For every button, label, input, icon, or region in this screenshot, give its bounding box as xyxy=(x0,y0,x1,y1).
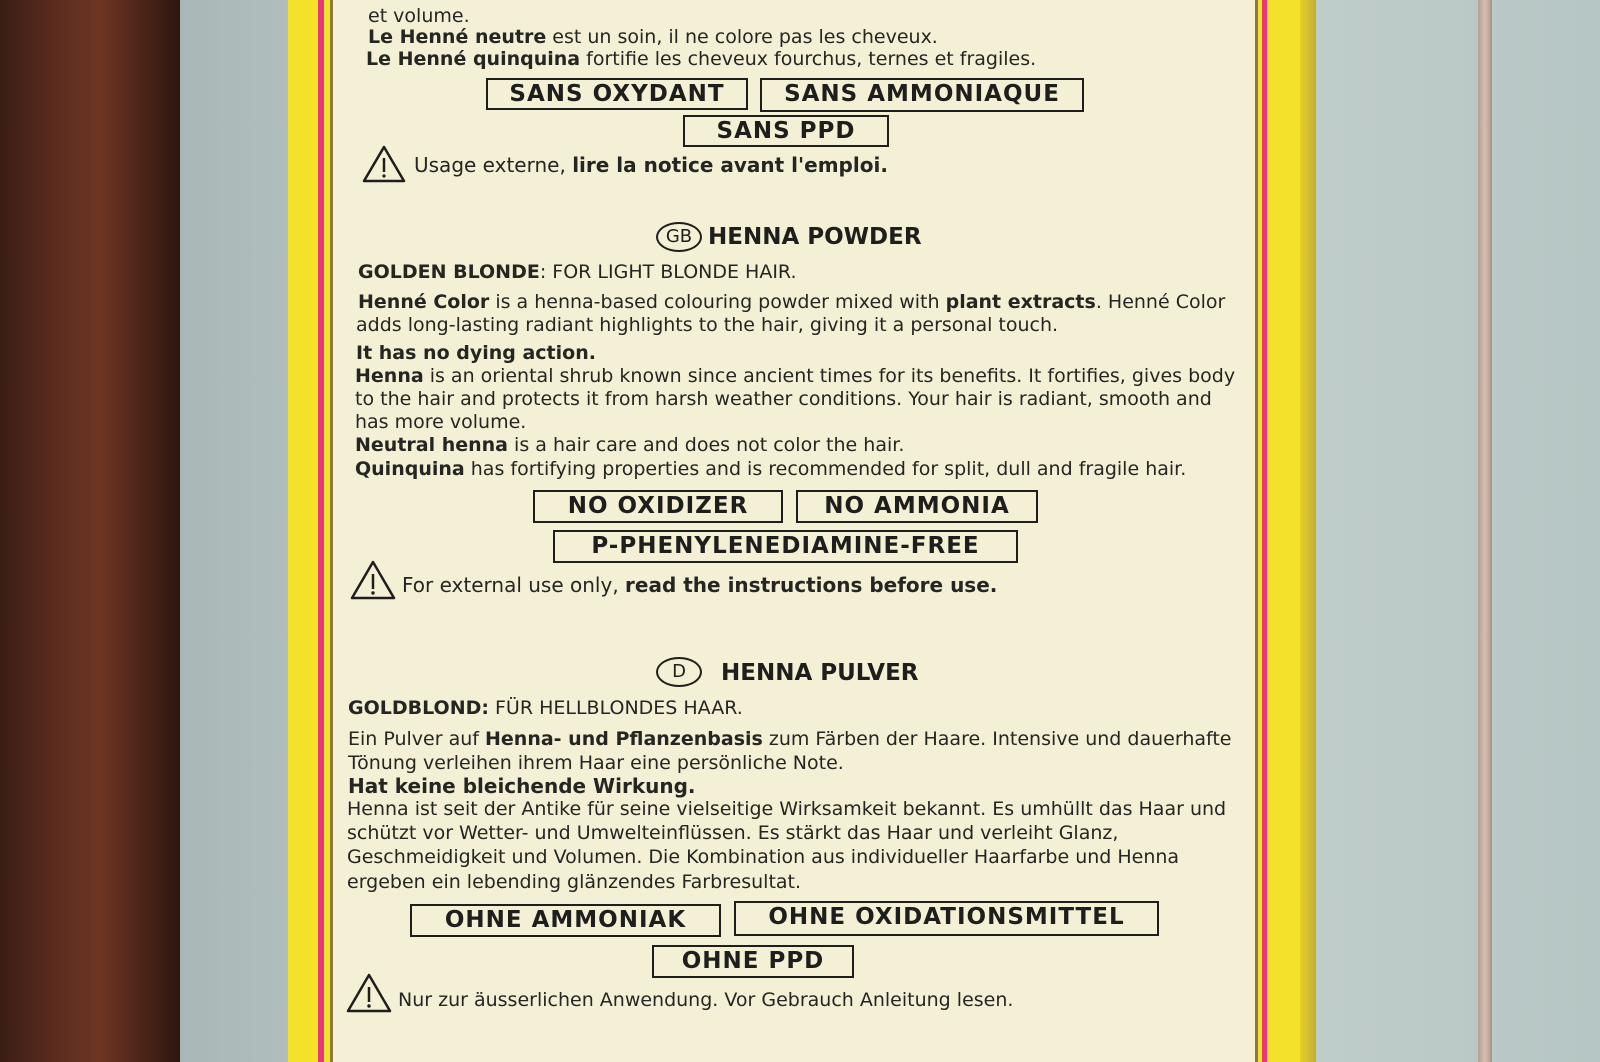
country-badge-d: D xyxy=(656,657,702,687)
badge-ohne-ammoniak: OHNE AMMONIAK xyxy=(410,904,721,937)
gb-henna-line2: to the hair and protects it from harsh weather conditions. Your hair is radiant, smooth and xyxy=(355,388,1212,410)
de-p2-line3: Geschmeidigkeit und Volumen. Die Kombination aus individueller Haarfarbe und Henna xyxy=(347,846,1180,868)
badge-sans-oxydant: SANS OXYDANT xyxy=(486,78,748,110)
de-p1-line2: Tönung verleihen ihrem Haar eine persönliche Note. xyxy=(348,752,844,774)
pink-stripe-right xyxy=(1262,0,1267,1062)
de-p2-line2: schützt vor Wetter- und Umwelteinflüssen. Es stärkt das Haar und verleiht Glanz, xyxy=(347,822,1119,844)
de-p1-line1: Ein Pulver auf Henna- und Pflanzenbasis zum Färben der Haare. Intensive und dauerhafte xyxy=(348,728,1232,750)
gb-neutral-line: Neutral henna is a hair care and does not color the hair. xyxy=(355,434,905,456)
badge-ohne-oxidationsmittel: OHNE OXIDATIONSMITTEL xyxy=(734,901,1159,936)
badge-ohne-ppd: OHNE PPD xyxy=(652,945,854,978)
fr-neutre-line: Le Henné neutre est un soin, il ne colore pas les cheveux. xyxy=(368,26,938,48)
de-p2-line1: Henna ist seit der Antike für seine vielseitige Wirksamkeit bekannt. Es umhüllt das Haar und xyxy=(347,798,1227,820)
de-shade-line: GOLDBLOND: FÜR HELLBLONDES HAAR. xyxy=(348,697,743,719)
gb-p1-line2: adds long-lasting radiant highlights to the hair, giving it a personal touch. xyxy=(356,314,1059,336)
pink-stripe-left xyxy=(318,0,324,1062)
country-badge-gb: GB xyxy=(656,222,702,252)
badge-no-oxidizer: NO OXIDIZER xyxy=(533,490,783,523)
badge-ppd-free: P-PHENYLENEDIAMINE-FREE xyxy=(553,530,1018,563)
gb-quinquina-line: Quinquina has fortifying properties and is recommended for split, dull and fragile hair. xyxy=(355,458,1187,480)
wall-edge xyxy=(1478,0,1492,1062)
wooden-surface xyxy=(0,0,180,1062)
gb-shade-line: GOLDEN BLONDE: FOR LIGHT BLONDE HAIR. xyxy=(358,261,797,283)
gb-no-dying: It has no dying action. xyxy=(356,342,596,364)
gb-henna-line1: Henna is an oriental shrub known since ancient times for its benefits. It fortifies, gives body xyxy=(355,365,1236,387)
warning-triangle-icon xyxy=(350,560,396,600)
warning-triangle-icon xyxy=(362,145,406,183)
badge-no-ammonia: NO AMMONIA xyxy=(796,490,1038,523)
de-title: HENNA PULVER xyxy=(721,660,919,686)
gb-henna-line3: has more volume. xyxy=(355,411,527,433)
de-no-bleach: Hat keine bleichende Wirkung. xyxy=(348,774,696,798)
warning-triangle-icon xyxy=(346,973,392,1013)
gb-title: HENNA POWDER xyxy=(708,224,922,250)
de-p2-line4: ergeben ein lebending glänzendes Farbresultat. xyxy=(347,871,802,893)
fr-warning: Usage externe, lire la notice avant l'emploi. xyxy=(414,153,888,177)
gb-p1-line1: Henné Color is a henna-based colouring powder mixed with plant extracts. Henné Color xyxy=(358,291,1226,313)
fr-quinquina-line: Le Henné quinquina fortifie les cheveux fourchus, ternes et fragiles. xyxy=(366,48,1037,70)
badge-sans-ppd: SANS PPD xyxy=(683,115,889,147)
de-warning: Nur zur äusserlichen Anwendung. Vor Gebrauch Anleitung lesen. xyxy=(398,989,1014,1011)
fr-top-line: et volume. xyxy=(368,5,470,27)
badge-sans-ammoniaque: SANS AMMONIAQUE xyxy=(760,78,1084,112)
box-edge xyxy=(1300,0,1316,1062)
gb-warning: For external use only, read the instructions before use. xyxy=(402,573,998,597)
